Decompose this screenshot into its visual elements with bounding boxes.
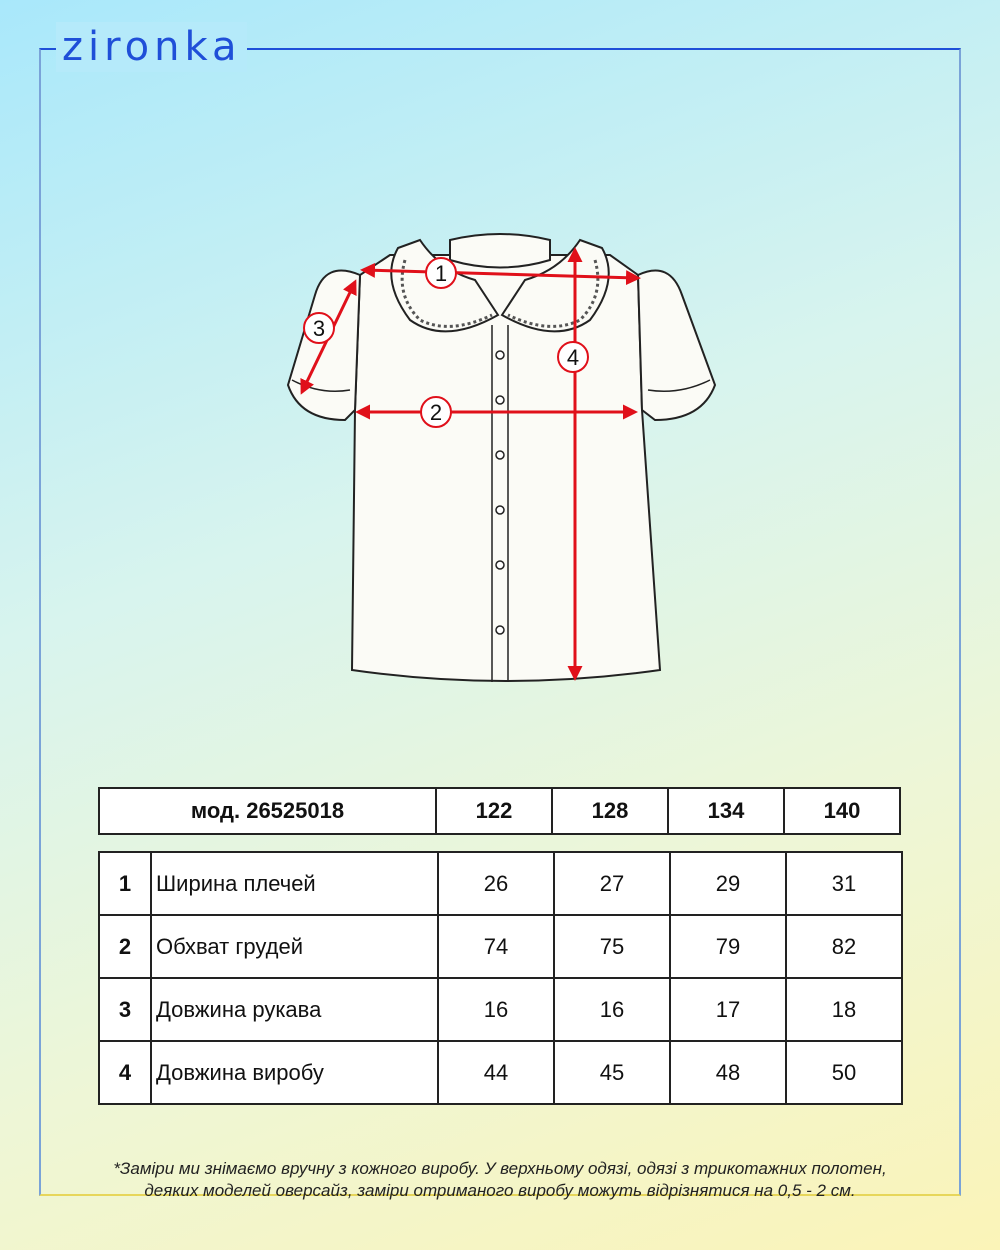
right-sleeve (638, 271, 715, 421)
marker-4: 4 (566, 345, 580, 370)
cell-value: 45 (554, 1041, 670, 1104)
footnote (45, 1158, 955, 1202)
model-label: мод. 26525018 (99, 788, 436, 834)
cell-value: 50 (786, 1041, 902, 1104)
cell-value: 18 (786, 978, 902, 1041)
cell-value: 82 (786, 915, 902, 978)
blouse-body (352, 255, 660, 681)
cell-value: 26 (438, 852, 554, 915)
footnote-line-2: деяких моделей оверсайз, заміри отриманого виробу можуть відрізнятися на 0,5 - 2 см. (144, 1181, 856, 1200)
table-row (99, 852, 902, 915)
row-name: Довжина виробу (151, 1041, 438, 1104)
size-128: 128 (552, 788, 668, 834)
table-row (99, 978, 902, 1041)
table-row (99, 915, 902, 978)
marker-3: 3 (312, 316, 326, 341)
size-table-header (98, 787, 901, 835)
marker-2: 2 (429, 400, 443, 425)
cell-value: 16 (554, 978, 670, 1041)
size-table (98, 851, 903, 1105)
marker-1: 1 (434, 261, 448, 286)
blouse-diagram (270, 220, 730, 700)
row-name: Довжина рукава (151, 978, 438, 1041)
cell-value: 44 (438, 1041, 554, 1104)
cell-value: 29 (670, 852, 786, 915)
cell-value: 79 (670, 915, 786, 978)
cell-value: 74 (438, 915, 554, 978)
cell-value: 27 (554, 852, 670, 915)
row-name: Ширина плечей (151, 852, 438, 915)
cell-value: 17 (670, 978, 786, 1041)
cell-value: 16 (438, 978, 554, 1041)
row-number: 3 (99, 978, 151, 1041)
size-140: 140 (784, 788, 900, 834)
footnote-line-1: *Заміри ми знімаємо вручну з кожного виробу. У верхньому одязі, одязі з трикотажних полотен, (113, 1159, 887, 1178)
cell-value: 48 (670, 1041, 786, 1104)
row-number: 1 (99, 852, 151, 915)
table-row (99, 1041, 902, 1104)
cell-value: 75 (554, 915, 670, 978)
row-number: 4 (99, 1041, 151, 1104)
brand-logo: zironka (56, 22, 247, 72)
size-122: 122 (436, 788, 552, 834)
row-number: 2 (99, 915, 151, 978)
row-name: Обхват грудей (151, 915, 438, 978)
cell-value: 31 (786, 852, 902, 915)
size-134: 134 (668, 788, 784, 834)
